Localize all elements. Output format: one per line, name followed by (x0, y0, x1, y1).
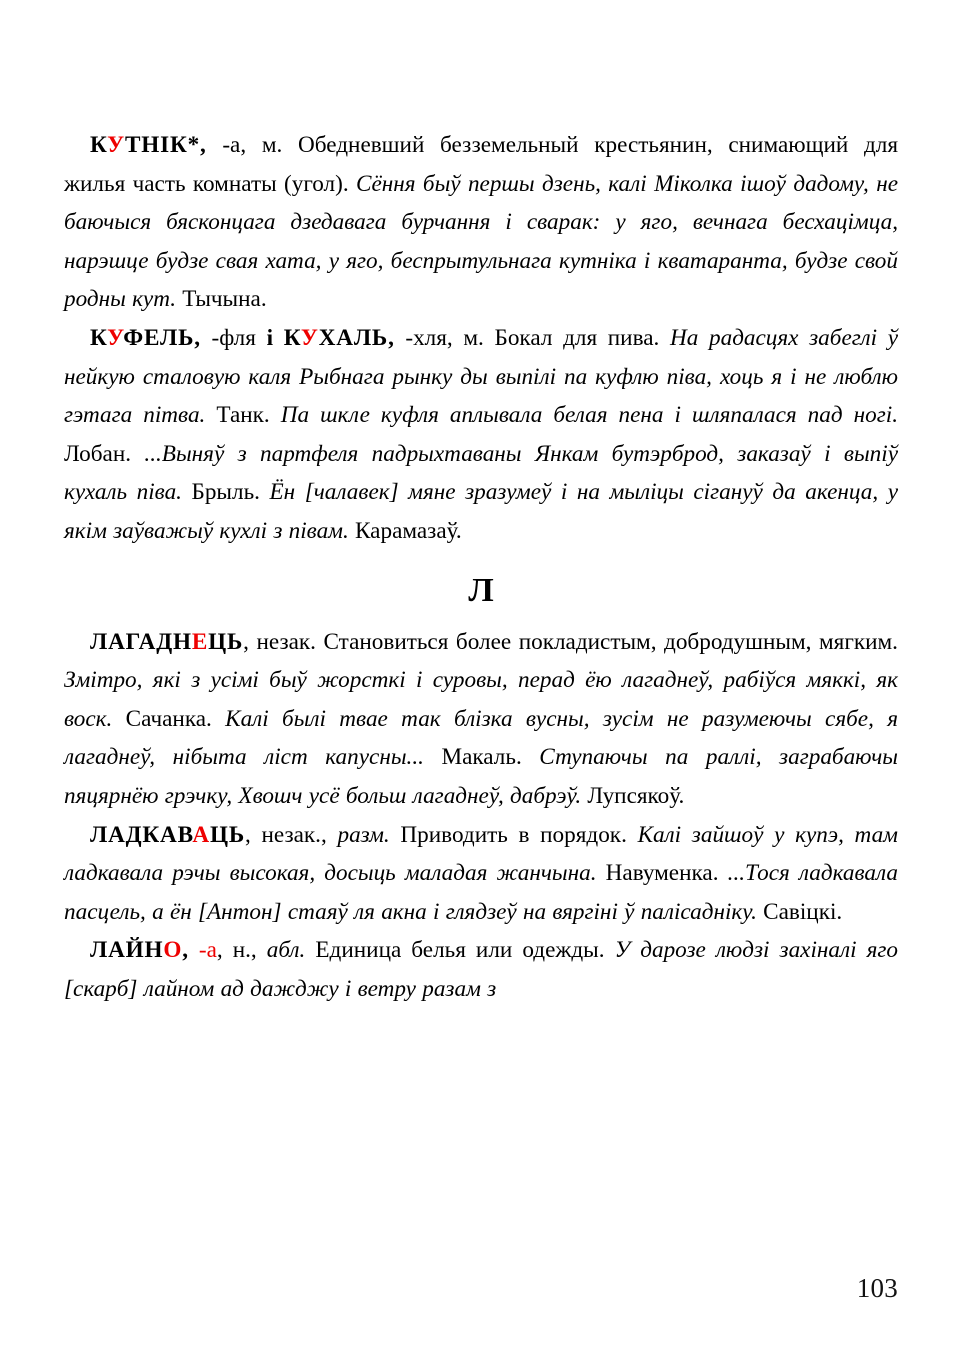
grammar-label: , незак., (244, 821, 338, 848)
citation-text-2: Калі былі твае так блізка вусны, зусім не разумеючы сябе, я лагаднеў, нібыта ліст капусны... (64, 705, 898, 771)
grammar-label-red: -а (188, 937, 217, 964)
citation-source-2: Макаль. (423, 744, 540, 771)
citation-source: Навуменка. (596, 860, 728, 887)
citation-text-4: Ён [чалавек] мяне зразумеў і на мыліцы сігануў да акенца, у якім заўважыў кухлі з півам. (64, 479, 899, 544)
definition-text: Бокал для пива. (494, 324, 670, 351)
headword-part-pre: ЛАЙН (90, 937, 164, 964)
space-separator (273, 325, 284, 351)
citation-text: У дарозе людзі захіналі яго [скарб] лайном ад дажджу і ветру разам з (64, 937, 899, 1002)
definition-text: Становиться более покладистым, добродушным, мягким. (323, 628, 898, 655)
headword-lahadnets (90, 629, 243, 655)
dictionary-entry-layno (64, 931, 898, 1008)
citation-text: Сёння быў першы дзень, калі Міколка ішоў дадому, не баючыся бясконцага дзедавага бурчання і сварак: у яго, вечнага бесхацімца, нарэшце будзе свая хата, у яго, беспрытульнага кутніка і кватаранта, будзе свой родны кут. (64, 170, 898, 313)
headword-kuhal (284, 325, 395, 351)
dictionary-entry-kutnik (64, 126, 898, 319)
citation-source-3: Лупсякоў. (581, 782, 685, 809)
headword-conjunction: і (266, 324, 274, 351)
citation-text-2: ...Тося ладкавала пасцель, а ён [Антон] стаяў ля акна і глядзеў на вяргіні ў палісадніку. (64, 860, 898, 925)
headword-part-post: ФЕЛЬ, (123, 324, 201, 351)
stressed-vowel: У (107, 132, 126, 158)
citation-text: Змітро, які з усімі быў жорсткі і суровы, перад ёю лагаднеў, рабіўся мяккі, як воск. (64, 667, 898, 732)
stressed-vowel: У (300, 324, 319, 351)
citation-source-2: Лобан. (64, 440, 145, 467)
grammar-label: -фля (200, 324, 267, 351)
grammar-label: , незак. (243, 628, 324, 655)
headword-layno (90, 937, 189, 963)
headword-part-post: ТНІК*, (125, 132, 207, 158)
headword-kutnik (90, 132, 207, 158)
style-label: абл. (266, 937, 306, 964)
citation-source: Танк. (205, 402, 281, 429)
citation-source: Тычына. (176, 286, 267, 313)
citation-source-3: Брыль. (181, 479, 270, 506)
definition-text: Приводить в порядок. (389, 821, 638, 848)
citation-text-2: Па шкле куфля аплывала белая пена і шляпалася пад ногі. (280, 402, 899, 429)
definition-text: Обедневший безземельный крестьянин, снимающий для жилья часть комнаты (угол). (64, 132, 898, 197)
headword-part-pre: К (90, 324, 108, 351)
headword-part-pre: ЛАДКАВ (90, 821, 193, 848)
citation-source-2: Савіцкі. (756, 898, 843, 925)
grammar-label-2: -хля, м. (394, 324, 495, 351)
headword-part-pre: К (283, 324, 301, 351)
citation-text: На радасцях забеглі ў нейкую сталовую каля Рыбнага рынку ды выпілі па куфлю піва, хоць я і не люблю гэтага пітва. (64, 324, 898, 429)
headword-ladkavats (90, 822, 245, 848)
headword-part-post: ХАЛЬ, (318, 324, 395, 351)
dictionary-entry-ladkavats (64, 816, 898, 932)
definition-text: Единица белья или одежды. (305, 937, 615, 964)
grammar-label: -а, м. (206, 132, 299, 158)
dictionary-entry-lahadnets (64, 623, 898, 816)
citation-text-3: ...Выняў з партфеля падрыхтаваны Янкам бутэрброд, заказаў і выпіў кухаль піва. (64, 440, 898, 506)
headword-part-post: , (182, 937, 189, 964)
page-number: 103 (856, 1273, 898, 1303)
grammar-label: , н., (216, 937, 267, 964)
headword-part-pre: К (90, 132, 108, 158)
headword-part-pre: ЛАГАДН (90, 628, 192, 655)
citation-text: Калі зайшоў у купэ, там ладкавала рэчы высокая, досыць маладая жанчына. (64, 821, 898, 887)
section-divider-letter: Л (468, 571, 494, 609)
citation-text-3: Ступаючы па раллі, заграбаючы пяцярнёю грэчку, Хвошч усё больш лагаднеў, дабрэў. (64, 744, 898, 809)
style-label: разм. (337, 821, 390, 848)
citation-source-4: Карамазаў. (348, 517, 462, 544)
stressed-vowel: У (107, 324, 124, 351)
citation-source: Сачанка. (112, 705, 226, 732)
text-column (64, 126, 898, 1008)
headword-part-post: ЦЬ (209, 821, 245, 848)
stressed-vowel: Е (191, 628, 209, 655)
headword-kufel (90, 325, 201, 351)
dictionary-entry-kufel-kuhal (64, 319, 898, 551)
headword-part-post: ЦЬ (208, 628, 244, 655)
stressed-vowel: О (163, 937, 183, 964)
stressed-vowel: А (192, 821, 210, 848)
